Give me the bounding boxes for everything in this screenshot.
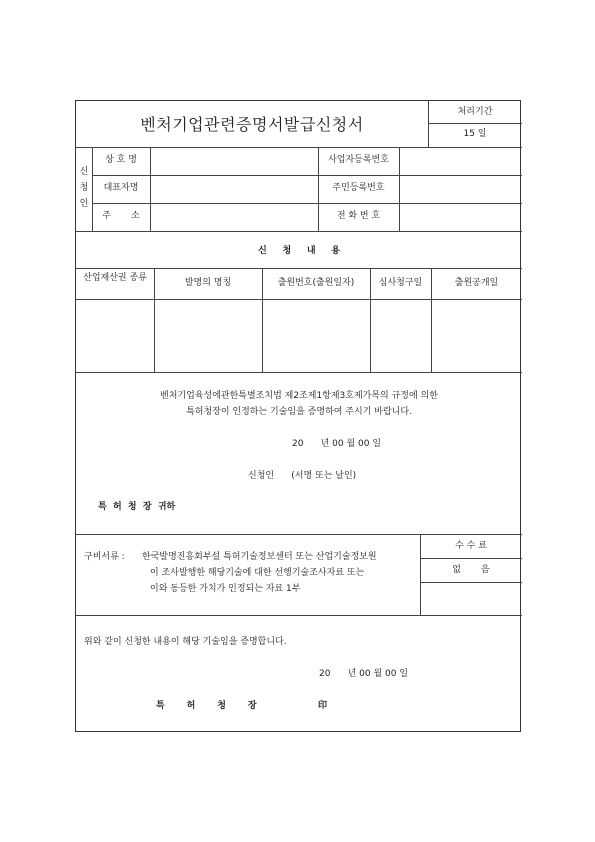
application-content-heading: 신 청 내 용 (258, 246, 340, 256)
attachments-line-3: 이와 동등한 가치가 인정되는 자료 1부 (150, 584, 301, 594)
applicant-side-label-2: 청 (79, 183, 89, 193)
attachments-label: 구비서류 : (84, 552, 125, 562)
col-ip-type: 산업재산권 종류 (83, 273, 147, 283)
applicant-signature: 신청인 (서명 또는 날인) (248, 471, 357, 481)
processing-period-value: 15 일 (463, 129, 487, 139)
addressee: 특 허 청 장 귀하 (98, 502, 176, 512)
representative-label: 대표자명 (103, 183, 139, 193)
address-label: 주 소 (102, 211, 140, 221)
declaration-date: 20 년 00 월 00 일 (292, 439, 382, 449)
application-no-cell[interactable] (263, 300, 369, 371)
form-title: 벤처기업관련증명서발급신청서 (140, 115, 364, 134)
applicant-side-label-1: 신 (79, 167, 89, 177)
representative-field[interactable] (151, 176, 317, 202)
ip-type-cell[interactable] (77, 300, 153, 371)
col-invention-title: 발명의 명칭 (184, 278, 232, 288)
exam-request-date-cell[interactable] (371, 300, 430, 371)
company-name-field[interactable] (151, 148, 317, 174)
invention-title-cell[interactable] (155, 300, 261, 371)
certification-text: 위와 같이 신청한 내용이 해당 기술임을 증명합니다. (84, 637, 287, 647)
col-application-no: 출원번호(출원일자) (277, 278, 355, 288)
business-reg-no-field[interactable] (400, 148, 521, 174)
resident-reg-no-field[interactable] (400, 176, 521, 202)
declaration-line-2: 특허청장이 인정하는 기술임을 증명하여 주시기 바랍니다. (186, 407, 412, 417)
processing-period-label: 처리기간 (457, 107, 493, 117)
certification-date: 20 년 00 월 00 일 (319, 669, 409, 679)
attachments-line-1: 한국발명진흥회부설 특허기술정보센터 또는 산업기술정보원 (142, 552, 377, 562)
address-field[interactable] (151, 204, 317, 230)
fee-value: 없 음 (452, 565, 490, 575)
business-reg-no-label: 사업자등록번호 (328, 155, 389, 165)
fee-label: 수 수 료 (455, 541, 487, 551)
declaration-line-1: 벤처기업육성에관한특별조치법 제2조제1항제3호제가목의 규정에 의한 (160, 391, 438, 401)
publication-date-cell[interactable] (432, 300, 521, 371)
col-exam-request-date: 심사청구일 (378, 278, 423, 288)
attachments-line-2: 이 조사발행한 해당기술에 대한 선행기술조사자료 또는 (150, 568, 365, 578)
issuer-name: 특 허 청 장 (156, 701, 257, 711)
phone-field[interactable] (400, 204, 521, 230)
resident-reg-no-label: 주민등록번호 (332, 183, 385, 193)
company-name-label: 상 호 명 (105, 155, 137, 165)
official-seal: 印 (318, 701, 328, 711)
application-form (75, 100, 521, 732)
phone-label: 전 화 번 호 (336, 211, 381, 221)
applicant-side-label-3: 인 (79, 199, 89, 209)
col-publication-date: 출원공개일 (454, 278, 499, 288)
